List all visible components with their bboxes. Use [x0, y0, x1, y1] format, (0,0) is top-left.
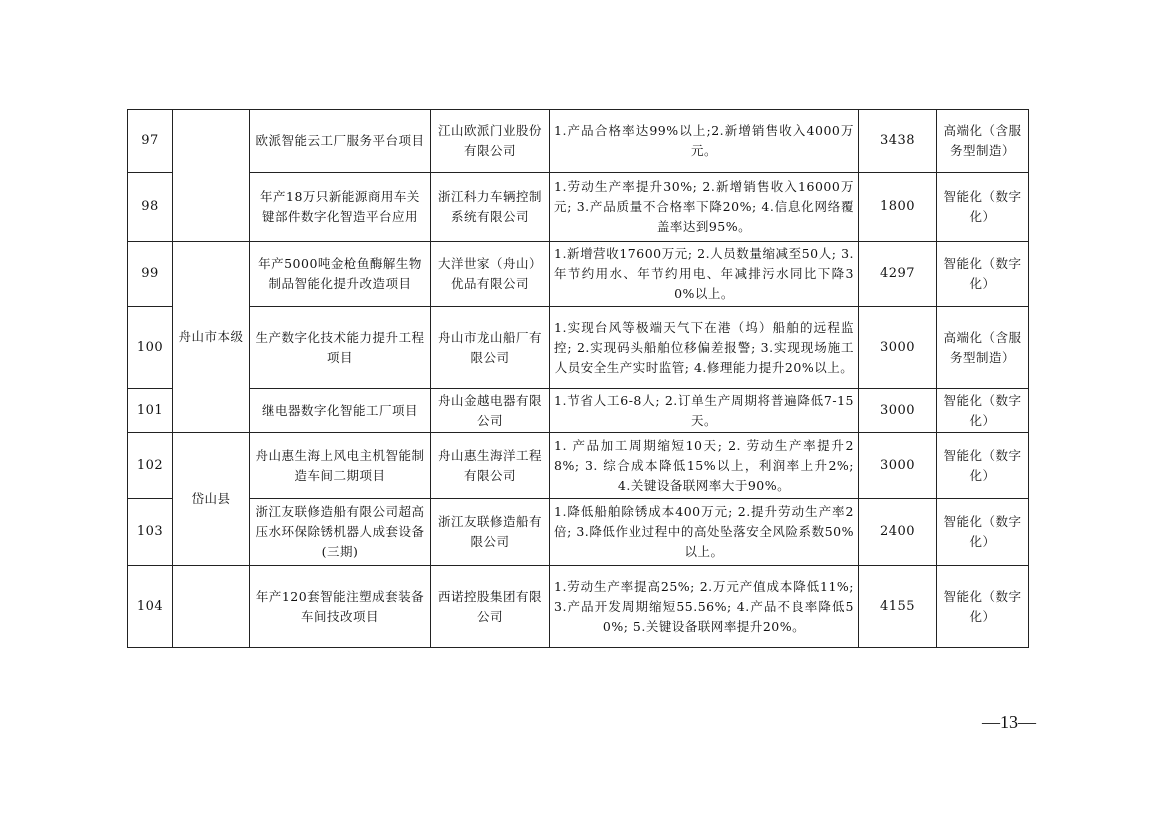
project-name: 继电器数字化智能工厂项目: [250, 389, 431, 433]
row-number: 103: [128, 499, 173, 566]
expected-benefit: 1.劳动生产率提升30%; 2.新增销售收入16000万元; 3.产品质量不合格率下降20%; 4.信息化网络覆盖率达到95%。: [550, 173, 859, 242]
project-type: 高端化（含服务型制造）: [937, 307, 1029, 389]
expected-benefit: 1.节省人工6-8人; 2.订单生产周期将普遍降低7-15天。: [550, 389, 859, 433]
row-number: 100: [128, 307, 173, 389]
investment: 3438: [859, 110, 937, 173]
expected-benefit: 1.劳动生产率提高25%; 2.万元产值成本降低11%; 3.产品开发周期缩短55.56%; 4.产品不良率降低50%; 5.关键设备联网率提升20%。: [550, 566, 859, 648]
expected-benefit: 1.新增营收17600万元; 2.人员数量缩减至50人; 3.年节约用水、年节约用电、年减排污水同比下降30%以上。: [550, 242, 859, 307]
expected-benefit: 1.降低船舶除锈成本400万元; 2.提升劳动生产率2倍; 3.降低作业过程中的高处坠落安全风险系数50%以上。: [550, 499, 859, 566]
region-cell: 舟山市本级: [173, 242, 250, 433]
row-number: 98: [128, 173, 173, 242]
row-number: 97: [128, 110, 173, 173]
company-name: 舟山惠生海洋工程有限公司: [431, 433, 550, 499]
company-name: 浙江科力车辆控制系统有限公司: [431, 173, 550, 242]
project-name: 年产5000吨金枪鱼酶解生物制品智能化提升改造项目: [250, 242, 431, 307]
project-name: 欧派智能云工厂服务平台项目: [250, 110, 431, 173]
table-row: [128, 307, 1029, 389]
investment: 3000: [859, 433, 937, 499]
company-name: 大洋世家（舟山）优品有限公司: [431, 242, 550, 307]
investment: 3000: [859, 389, 937, 433]
project-name: 舟山惠生海上风电主机智能制造车间二期项目: [250, 433, 431, 499]
region-cell: [173, 110, 250, 242]
table-row: [128, 566, 1029, 648]
project-type: 智能化（数字化）: [937, 242, 1029, 307]
project-type: 智能化（数字化）: [937, 433, 1029, 499]
project-name: 生产数字化技术能力提升工程项目: [250, 307, 431, 389]
project-type: 高端化（含服务型制造）: [937, 110, 1029, 173]
company-name: 舟山市龙山船厂有限公司: [431, 307, 550, 389]
project-name: 年产18万只新能源商用车关键部件数字化智造平台应用: [250, 173, 431, 242]
expected-benefit: 1. 产品加工周期缩短10天; 2. 劳动生产率提升28%; 3. 综合成本降低15%以上，利润率上升2%; 4.关键设备联网率大于90%。: [550, 433, 859, 499]
investment: 4297: [859, 242, 937, 307]
table-row: [128, 242, 1029, 307]
project-type: 智能化（数字化）: [937, 566, 1029, 648]
table-row: [128, 389, 1029, 433]
row-number: 99: [128, 242, 173, 307]
table-row: [128, 173, 1029, 242]
company-name: 舟山金越电器有限公司: [431, 389, 550, 433]
table-row: [128, 499, 1029, 566]
project-type: 智能化（数字化）: [937, 499, 1029, 566]
project-name: 年产120套智能注塑成套装备车间技改项目: [250, 566, 431, 648]
company-name: 浙江友联修造船有限公司: [431, 499, 550, 566]
row-number: 101: [128, 389, 173, 433]
table-row: [128, 110, 1029, 173]
investment: 4155: [859, 566, 937, 648]
company-name: 江山欧派门业股份有限公司: [431, 110, 550, 173]
project-table: [127, 109, 1029, 648]
company-name: 西诺控股集团有限公司: [431, 566, 550, 648]
project-type: 智能化（数字化）: [937, 173, 1029, 242]
region-cell: 岱山县: [173, 433, 250, 566]
project-name: 浙江友联修造船有限公司超高压水环保除锈机器人成套设备(三期): [250, 499, 431, 566]
table-row: [128, 433, 1029, 499]
investment: 1800: [859, 173, 937, 242]
page-number: —13—: [982, 712, 1036, 732]
region-cell: [173, 566, 250, 648]
expected-benefit: 1.实现台风等极端天气下在港（坞）船舶的远程监控; 2.实现码头船舶位移偏差报警; 3.实现现场施工人员安全生产实时监管; 4.修理能力提升20%以上。: [550, 307, 859, 389]
row-number: 102: [128, 433, 173, 499]
expected-benefit: 1.产品合格率达99%以上;2.新增销售收入4000万元。: [550, 110, 859, 173]
investment: 2400: [859, 499, 937, 566]
project-type: 智能化（数字化）: [937, 389, 1029, 433]
row-number: 104: [128, 566, 173, 648]
investment: 3000: [859, 307, 937, 389]
